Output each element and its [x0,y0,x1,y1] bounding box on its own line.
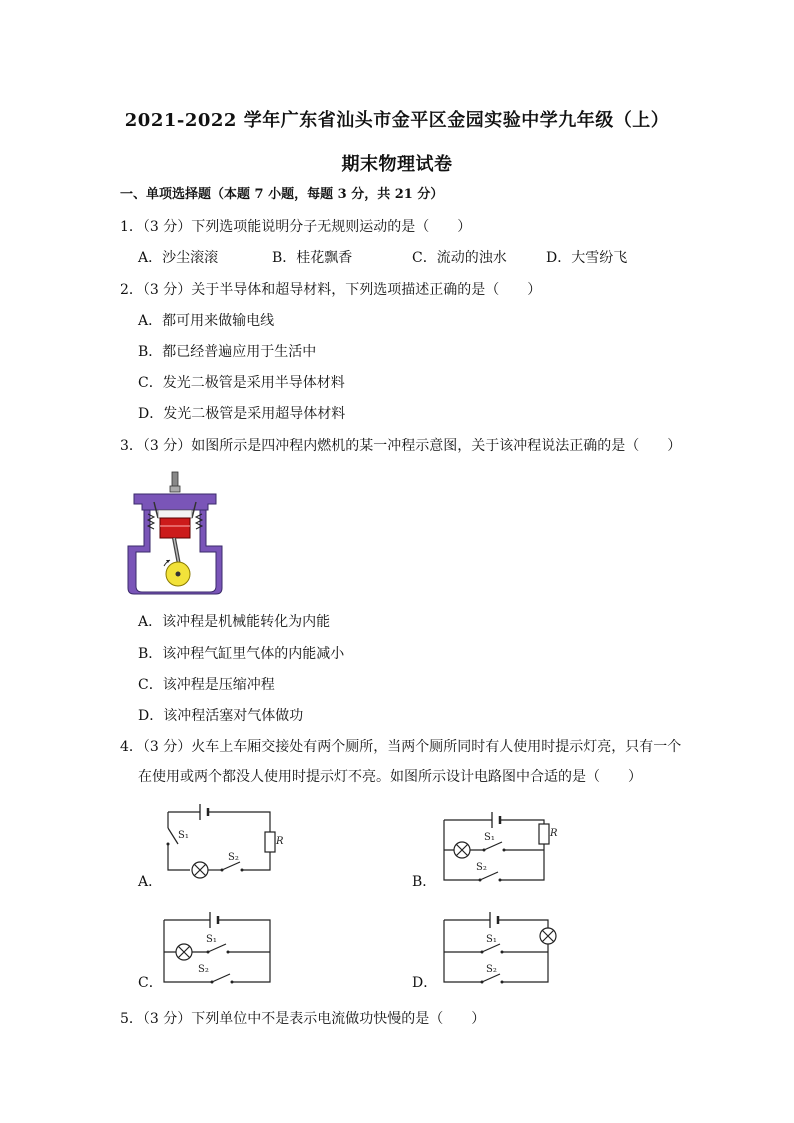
circuit-diagram-d [440,908,560,988]
switch-s2-label: S₂ [486,964,497,975]
q2-option-d: D．发光二极管是采用超导体材料 [138,406,346,422]
resistor-label: R [550,828,558,839]
q1-option-d: D．大雪纷飞 [546,250,628,266]
q2-option-a: A．都可用来做输电线 [138,313,275,329]
q4-option-a-label: A． [138,874,163,890]
question-2-stem: 2．（3 分）关于半导体和超导材料，下列选项描述正确的是（ ） [120,282,542,298]
question-3-stem: 3．（3 分）如图所示是四冲程内燃机的某一冲程示意图，关于该冲程说法正确的是（ ） [120,438,682,454]
section-heading: 一、单项选择题（本题 7 小题，每题 3 分，共 21 分） [120,187,444,202]
q4-option-c-label: C． [138,975,163,991]
switch-s2-label: S₂ [198,964,209,975]
resistor-label: R [276,836,284,847]
circuit-diagram-c [160,908,280,988]
q1-option-a: A．沙尘滚滚 [138,250,219,266]
question-5-stem: 5．（3 分）下列单位中不是表示电流做功快慢的是（ ） [120,1011,486,1027]
circuit-diagram-a [160,800,284,880]
paper-title-line1: 2021-2022 学年广东省汕头市金平区金园实验中学九年级（上） [124,110,670,131]
switch-s1-label: S₁ [178,830,189,841]
q3-option-a: A．该冲程是机械能转化为内能 [138,614,331,630]
q3-option-b: B．该冲程气缸里气体的内能减小 [138,646,345,662]
q2-option-c: C．发光二极管是采用半导体材料 [138,375,345,391]
engine-stroke-diagram [128,470,222,594]
switch-s1-label: S₁ [484,832,495,843]
q2-option-b: B．都已经普遍应用于生活中 [138,344,317,360]
switch-s2-label: S₂ [228,852,239,863]
q3-option-c: C．该冲程是压缩冲程 [138,677,275,693]
paper-title-line2: 期末物理试卷 [341,154,453,175]
question-4-stem-line2: 在使用或两个都没人使用时提示灯不亮。如图所示设计电路图中合适的是（ ） [138,769,642,785]
q4-option-b-label: B． [412,874,437,890]
q1-option-b: B．桂花飘香 [272,250,353,266]
circuit-diagram-b [440,806,560,886]
q4-option-d-label: D． [412,975,438,991]
switch-s1-label: S₁ [206,934,217,945]
switch-s2-label: S₂ [476,862,487,873]
question-1-stem: 1．（3 分）下列选项能说明分子无规则运动的是（ ） [120,219,472,235]
question-4-stem-line1: 4．（3 分）火车上车厢交接处有两个厕所，当两个厕所同时有人使用时提示灯亮，只有一个 [120,739,682,755]
q3-option-d: D．该冲程活塞对气体做功 [138,708,304,724]
q1-option-c: C．流动的浊水 [412,250,507,266]
switch-s1-label: S₁ [486,934,497,945]
